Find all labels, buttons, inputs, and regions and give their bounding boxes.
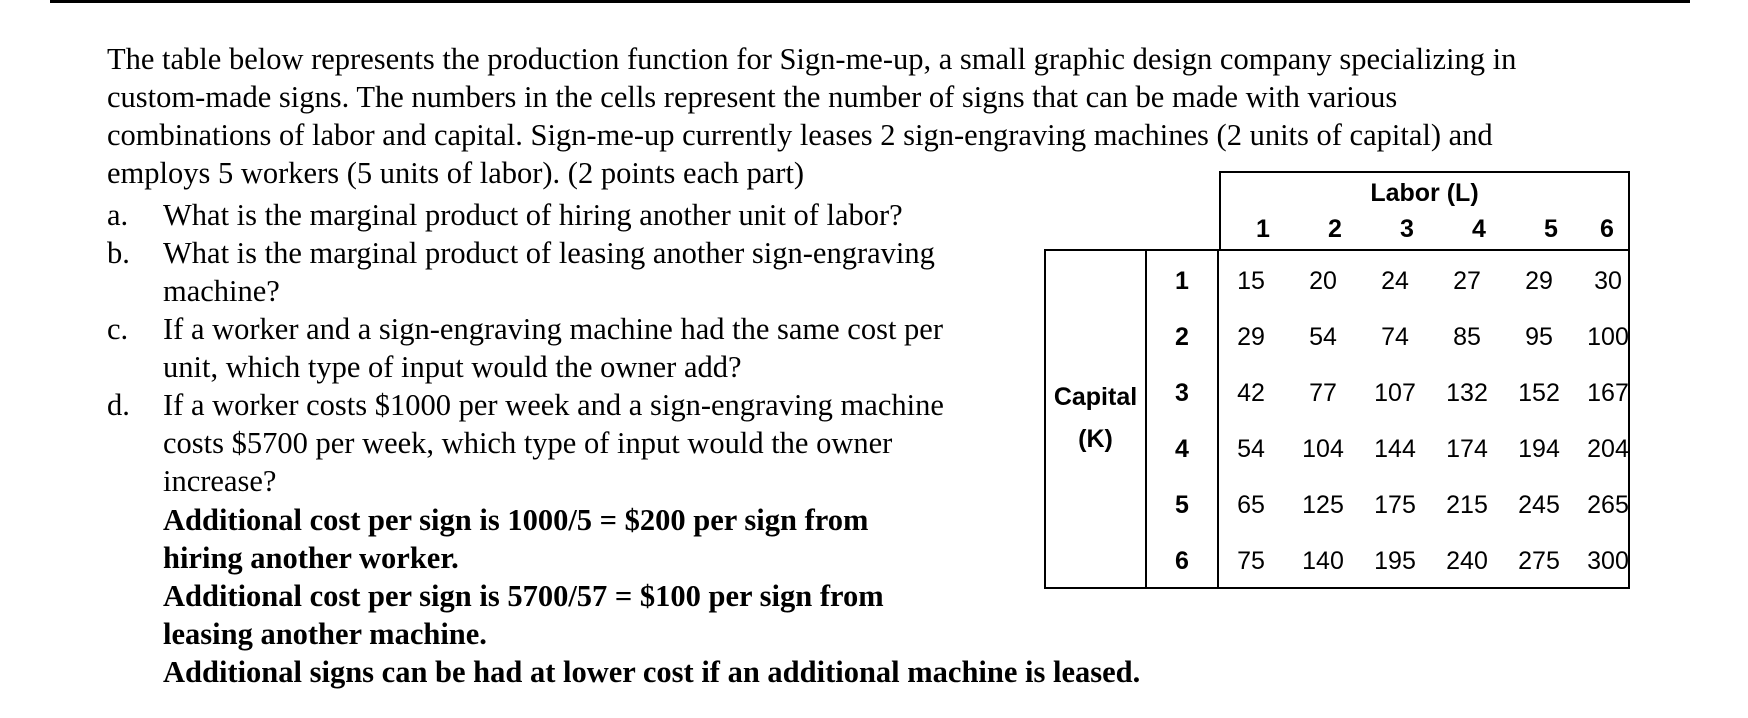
question-text: What is the marginal product of leasing another sign-engraving: [163, 236, 935, 270]
table-cell: 85: [1453, 323, 1481, 351]
labor-unit-header: 2: [1328, 215, 1342, 243]
table-cell: 140: [1302, 547, 1344, 575]
table-cell: 29: [1237, 323, 1265, 351]
table-cell: 144: [1374, 435, 1416, 463]
question-text: increase?: [163, 464, 277, 498]
labor-unit-header: 4: [1472, 215, 1486, 243]
table-cell: 194: [1518, 435, 1560, 463]
table-cell: 265: [1587, 491, 1629, 519]
table-cell: 204: [1587, 435, 1629, 463]
table-cell: 245: [1518, 491, 1560, 519]
answer-block: [163, 501, 1140, 691]
question-c: [107, 310, 944, 386]
labor-unit-header: 3: [1400, 215, 1414, 243]
table-cell: 132: [1446, 379, 1488, 407]
table-cell: 100: [1587, 323, 1629, 351]
table-cell: 275: [1518, 547, 1560, 575]
intro-line: employs 5 workers (5 units of labor). (2 points each part): [107, 156, 805, 190]
table-cell: 174: [1446, 435, 1488, 463]
question-text: machine?: [163, 274, 280, 308]
top-rule: [50, 0, 1690, 3]
table-cell: 107: [1374, 379, 1416, 407]
table-cell: 125: [1302, 491, 1344, 519]
capital-unit-header: 3: [1175, 379, 1189, 407]
table-cell: 15: [1237, 267, 1265, 295]
question-b: [107, 234, 944, 310]
question-text: costs $5700 per week, which type of input would the owner: [163, 426, 893, 460]
answer-line: Additional cost per sign is 1000/5 = $200 per sign from: [163, 503, 869, 537]
question-text: What is the marginal product of hiring another unit of labor?: [163, 198, 903, 232]
capital-body-box: [1044, 249, 1630, 589]
labor-title: Labor (L): [1370, 179, 1479, 207]
question-text: If a worker costs $1000 per week and a sign-engraving machine: [163, 388, 944, 422]
table-cell: 74: [1381, 323, 1409, 351]
question-list: [107, 196, 944, 500]
question-letter: c.: [107, 312, 129, 346]
table-cell: 104: [1302, 435, 1344, 463]
capital-unit-header: 1: [1175, 267, 1189, 295]
labor-unit-header: 1: [1256, 215, 1270, 243]
answer-line: leasing another machine.: [163, 617, 487, 651]
labor-header-box: [1219, 171, 1630, 249]
table-cell: 300: [1587, 547, 1629, 575]
table-cell: 215: [1446, 491, 1488, 519]
capital-unit-header: 5: [1175, 491, 1189, 519]
intro-line: custom-made signs. The numbers in the cells represent the number of signs that can be made with various: [107, 80, 1398, 114]
table-cell: 195: [1374, 547, 1416, 575]
answer-line: Additional signs can be had at lower cost if an additional machine is leased.: [163, 655, 1141, 689]
capital-unit-header: 6: [1175, 547, 1189, 575]
question-letter: d.: [107, 388, 130, 422]
table-cell: 167: [1587, 379, 1629, 407]
table-cell: 54: [1237, 435, 1265, 463]
answer-line: Additional cost per sign is 5700/57 = $100 per sign from: [163, 579, 884, 613]
table-cell: 30: [1594, 267, 1622, 295]
table-cell: 20: [1309, 267, 1337, 295]
capital-title: Capital: [1053, 383, 1138, 411]
table-cell: 95: [1525, 323, 1553, 351]
labor-unit-header: 6: [1600, 215, 1614, 243]
table-cell: 29: [1525, 267, 1553, 295]
capital-title-unit: (K): [1078, 425, 1113, 453]
question-letter: b.: [107, 236, 130, 270]
table-cell: 24: [1381, 267, 1409, 295]
question-a: [107, 196, 944, 234]
question-d: [107, 386, 944, 500]
question-text: unit, which type of input would the owner add?: [163, 350, 742, 384]
question-letter: a.: [107, 198, 129, 232]
intro-line: combinations of labor and capital. Sign-me-up currently leases 2 sign-engraving machines (2 units of capital) and: [107, 118, 1493, 152]
column-divider: [1217, 249, 1219, 589]
table-cell: 54: [1309, 323, 1337, 351]
table-cell: 77: [1309, 379, 1337, 407]
table-cell: 75: [1237, 547, 1265, 575]
labor-unit-header: 5: [1544, 215, 1558, 243]
table-cell: 175: [1374, 491, 1416, 519]
intro-paragraph: [107, 40, 1687, 192]
capital-unit-header: 4: [1175, 435, 1189, 463]
table-cell: 42: [1237, 379, 1265, 407]
capital-unit-header: 2: [1175, 323, 1189, 351]
question-text: If a worker and a sign-engraving machine had the same cost per: [163, 312, 943, 346]
column-divider: [1145, 249, 1147, 589]
table-cell: 65: [1237, 491, 1265, 519]
intro-line: The table below represents the production function for Sign-me-up, a small graphic design company specializing in: [107, 42, 1517, 76]
table-cell: 240: [1446, 547, 1488, 575]
table-cell: 152: [1518, 379, 1560, 407]
table-cell: 27: [1453, 267, 1481, 295]
answer-line: hiring another worker.: [163, 541, 459, 575]
